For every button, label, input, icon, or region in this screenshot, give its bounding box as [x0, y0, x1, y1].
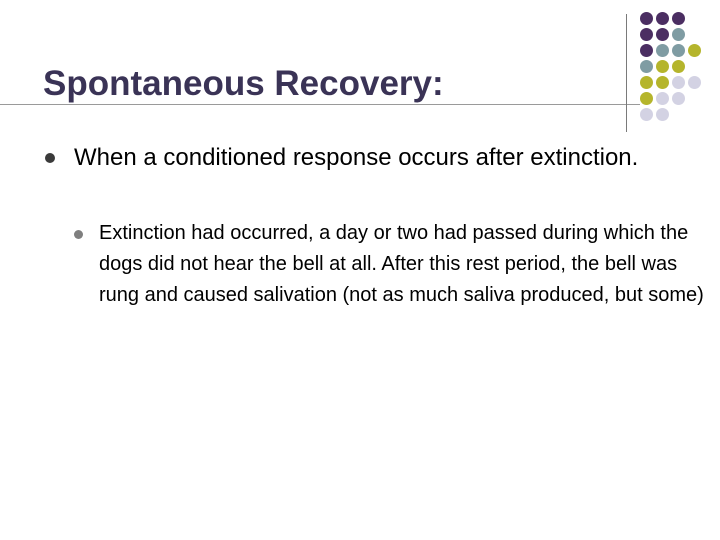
decorative-dot: [688, 76, 701, 89]
decorative-dot-grid: [640, 12, 720, 122]
title-divider: [0, 104, 640, 105]
sub-bullet-icon: [74, 230, 83, 239]
decorative-dot: [640, 44, 653, 57]
decorative-dot: [672, 76, 685, 89]
decorative-dot: [672, 12, 685, 25]
decorative-vertical-line: [626, 14, 627, 132]
bullet-text: When a conditioned response occurs after extinction.: [74, 144, 639, 171]
decorative-dot: [656, 76, 669, 89]
bullet-icon: [45, 153, 55, 163]
decorative-dot: [656, 12, 669, 25]
decorative-dot: [672, 28, 685, 41]
decorative-dot: [640, 108, 653, 121]
decorative-dot: [672, 44, 685, 57]
decorative-dot: [640, 28, 653, 41]
decorative-dot: [656, 60, 669, 73]
decorative-dot: [640, 76, 653, 89]
decorative-dot: [672, 60, 685, 73]
decorative-dot: [688, 44, 701, 57]
decorative-dot: [640, 92, 653, 105]
slide-title: Spontaneous Recovery:: [43, 64, 444, 103]
decorative-dot: [656, 28, 669, 41]
decorative-dot: [656, 44, 669, 57]
sub-bullet-text: Extinction had occurred, a day or two had passed during which the dogs did not hear the bell at all. After this rest period, the bell was rung and caused salivation (not as much saliva produced, but some): [99, 222, 704, 306]
decorative-dot: [672, 92, 685, 105]
decorative-dot: [640, 60, 653, 73]
decorative-dot: [640, 12, 653, 25]
decorative-dot: [656, 92, 669, 105]
decorative-dot: [656, 108, 669, 121]
